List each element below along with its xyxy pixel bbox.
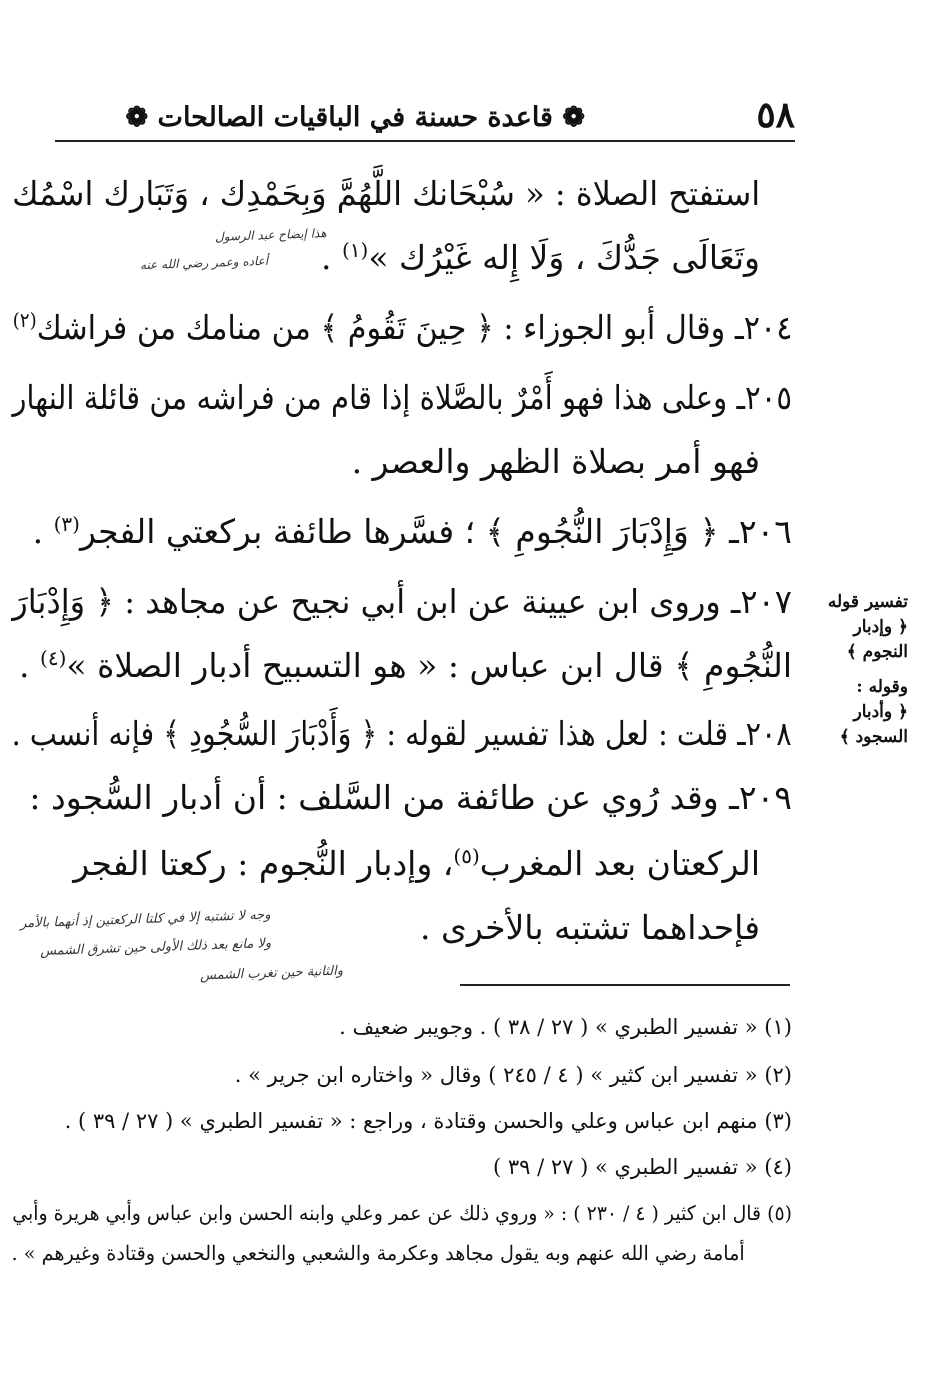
handwritten-note: أعاده وعمر رضي الله عنه [139,253,269,273]
footnote-ref: (١) [341,238,369,262]
footnote: (١) « تفسير الطبري » ( ٢٧ / ٣٨ ) . وجويبر ضعيف . [339,1015,792,1039]
body-line: ٢٠٧ـ وروى ابن عيينة عن ابن أبي نجيح عن مجاهد : ﴿ وَإِدْبَارَ [12,582,792,621]
body-line: ٢٠٤ـ وقال أبو الجوزاء : ﴿ حِينَ تَقُومُ ﴾ من منامك من فراشك$^{(٢)}$ [12,308,792,347]
running-title: ❁ قاعدة حسنة في الباقيات الصالحات ❁ [125,102,585,133]
body-line: فإحداهما تشتبه بالأخرى . [420,908,760,947]
page-number: ٥٨ [756,94,795,136]
page-header [55,92,795,142]
footnote-ref: (٣) [53,512,80,536]
body-line: وتَعَالَى جَدُّكَ ، وَلَا إِله غَيْرُك »$^{(١)}$ . [320,238,760,277]
body-line: استفتح الصلاة : « سُبْحَانك اللَّهُمَّ وَبِحَمْدِك ، وَتَبَارك اسْمُك [11,174,760,213]
footnote-rule [460,984,790,986]
body-line: ٢٠٨ـ قلت : لعل هذا تفسير لقوله : ﴿ وَأَدْبَارَ السُّجُودِ ﴾ فإنه أنسب . [11,714,792,753]
handwritten-note: والثانية حين تغرب الشمس [199,963,344,984]
footnote-ref: (٤) [40,646,67,670]
body-line: ٢٠٩ـ وقد رُوي عن طائفة من السَّلف : أن أدبار السُّجود : [29,778,792,817]
handwritten-note: ولا مانع بعد ذلك الأولى حين تشرق الشمس [39,935,272,960]
footnote-ref: (٥) [453,844,480,868]
footnote: (٢) « تفسير ابن كثير » ( ٤ / ٢٤٥ ) وقال « واختاره ابن جرير » . [234,1063,792,1087]
footnote: (٣) منهم ابن عباس وعلي والحسن وقتادة ، وراجع : « تفسير الطبري » ( ٢٧ / ٣٩ ) . [64,1109,792,1133]
handwritten-note: هذا إيضاح عبد الرسول [214,226,327,244]
body-line: الركعتان بعد المغرب$^{(٥)}$، وإدبار النُّجوم : ركعتا الفجر [73,844,760,883]
handwritten-note: وجه لا تشتبه إلا في كلتا الركعتين إذ أنهما بالأمر [19,907,271,932]
footnote: أمامة رضي الله عنهم وبه يقول مجاهد وعكرمة والشعبي والنخعي والحسن وقتادة وغيرهم » . [11,1241,745,1265]
footnote: (٥) قال ابن كثير ( ٤ / ٢٣٠ ) : « وروي ذلك عن عمر وعلي وابنه الحسن وابن عباس وأبي هريرة وأبي [12,1201,792,1225]
body-line: النُّجُومِ ﴾ قال ابن عباس : « هو التسبيح أدبار الصلاة »$^{(٤)}$ . [19,646,792,685]
footnote: (٤) « تفسير الطبري » ( ٢٧ / ٣٩ ) [492,1155,792,1179]
body-line: ٢٠٥ـ وعلى هذا فهو أَمْرٌ بالصَّلاة إذا قام من فراشه من قائلة النهار [12,378,792,417]
footnote-ref: (٢) [12,308,37,332]
body-line: ٢٠٦ـ ﴿ وَإِدْبَارَ النُّجُومِ ﴾ ؛ فسَّرها طائفة بركعتي الفجر$^{(٣)}$ . [32,512,792,551]
body-line: فهو أمر بصلاة الظهر والعصر . [351,442,760,481]
margin-note: تفسير قوله ﴿ وإدبار النجوم ﴾ وقوله : ﴿ وأدبار السجود ﴾ [827,592,908,747]
header-rule [55,140,795,142]
